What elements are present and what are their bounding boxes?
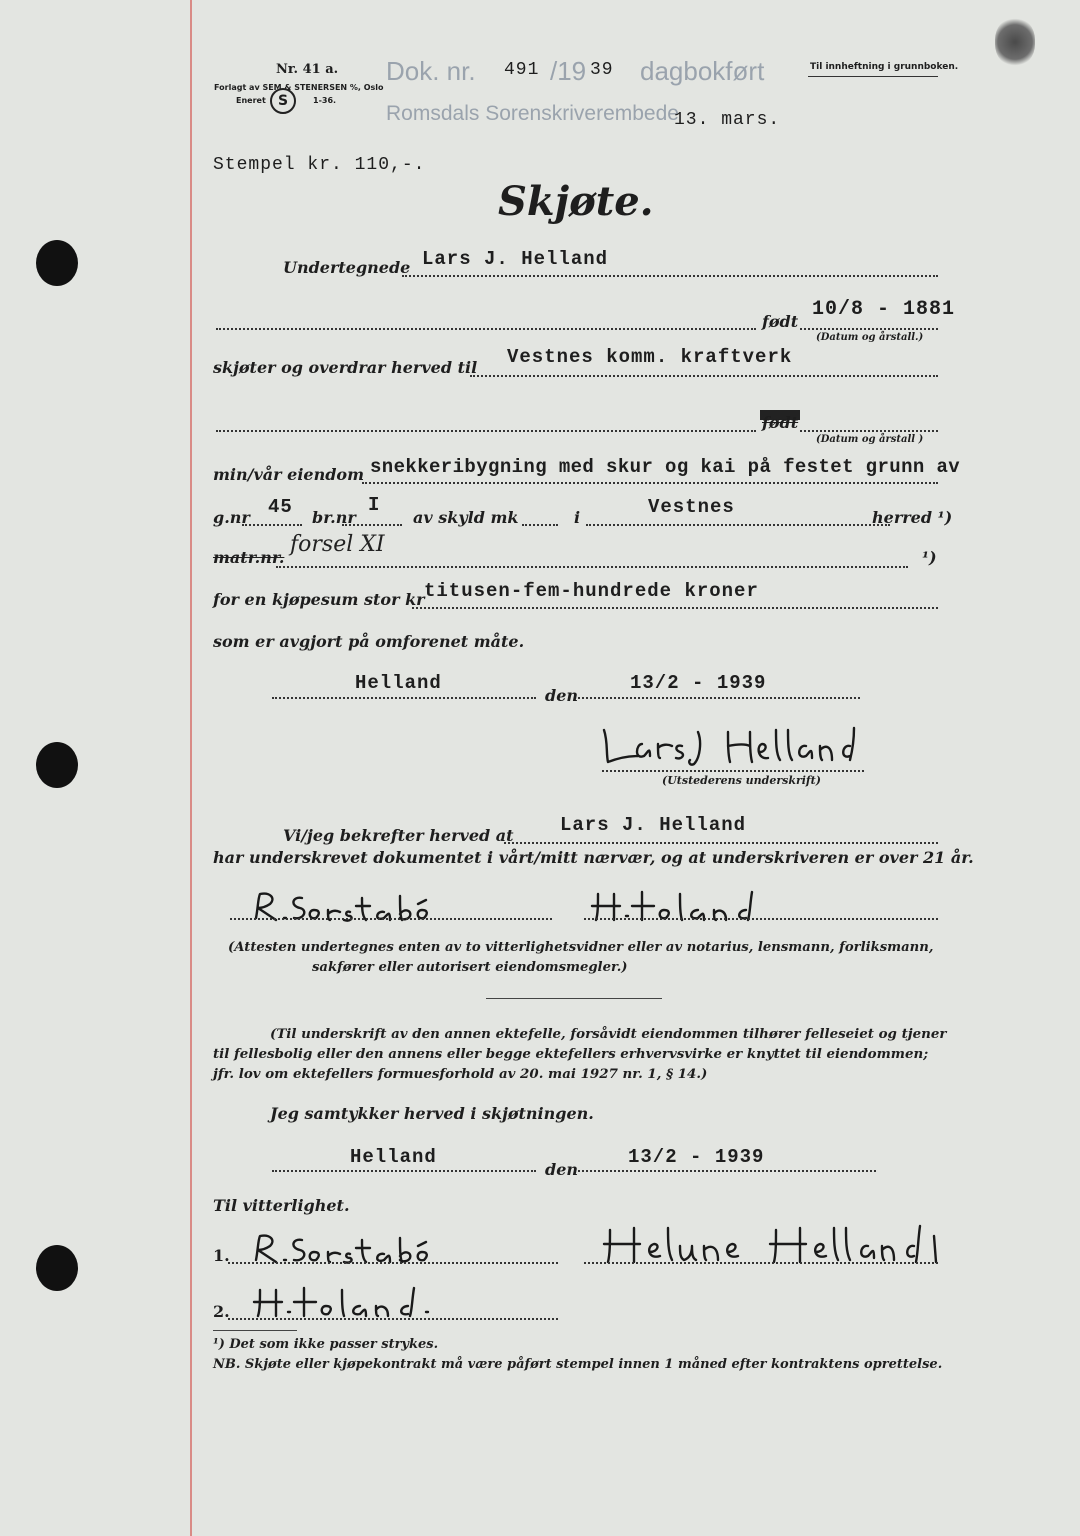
undertegnede-value: Lars J. Helland bbox=[422, 248, 609, 270]
margin-rule bbox=[190, 0, 192, 1536]
witness1-line bbox=[230, 918, 552, 920]
recipient-value: Vestnes komm. kraftverk bbox=[507, 346, 793, 368]
ink-smudge bbox=[995, 18, 1035, 66]
recipient-line bbox=[470, 375, 938, 377]
attest-note-line2: sakfører eller autorisert eiendomsmegler.) bbox=[312, 960, 628, 975]
skyld-label: av skyld mk bbox=[413, 508, 519, 527]
fodt2-line bbox=[800, 430, 938, 432]
brnr-value: I bbox=[368, 494, 381, 516]
date2-line bbox=[578, 1170, 876, 1172]
undertegnede-label: Undertegnede bbox=[283, 258, 411, 277]
matr-value: forsel XI bbox=[290, 532, 385, 557]
samtykker-text: Jeg samtykker herved i skjøtningen. bbox=[270, 1104, 594, 1123]
fodt2-label: født bbox=[762, 413, 799, 432]
place1-line bbox=[272, 697, 536, 699]
bekrefter-label: Vi/jeg bekrefter herved at bbox=[283, 826, 514, 845]
utsteder-note: (Utstederens underskrift) bbox=[662, 774, 821, 787]
footnote-divider bbox=[213, 1330, 297, 1331]
punch-hole bbox=[36, 1245, 78, 1291]
footnote-1: ¹) Det som ikke passer strykes. bbox=[213, 1337, 439, 1352]
spouse-note-line1: (Til underskrift av den annen ektefelle, forsåvidt eiendommen tilhører felleseiet og tjener bbox=[270, 1026, 947, 1042]
office-stamp: Romsdals Sorenskriverembede bbox=[386, 102, 679, 125]
kjopesum-line bbox=[412, 607, 938, 609]
eiendom-value: snekkeribygning med skur og kai på festet grunn av bbox=[370, 456, 961, 478]
attest-note-line1: (Attesten undertegnes enten av to vitterlighetsvidner eller av notarius, lensmann, forliksmann, bbox=[228, 940, 934, 955]
stempel-amount: Stempel kr. 110,-. bbox=[213, 155, 426, 175]
dagbokfort-label: dagbokført bbox=[640, 56, 765, 86]
dok-year: 39 bbox=[590, 60, 614, 80]
fodt-label: født bbox=[762, 312, 799, 331]
punch-hole bbox=[36, 742, 78, 788]
witness2-line bbox=[584, 918, 938, 920]
witness-a-line bbox=[228, 1262, 558, 1264]
dok-label: Dok. nr. bbox=[386, 56, 476, 86]
herred-value: Vestnes bbox=[648, 496, 735, 518]
witness-number-2: 2. bbox=[213, 1302, 230, 1321]
vitterlighet-label: Til vitterlighet. bbox=[213, 1196, 350, 1215]
datum-note2: (Datum og årstall ) bbox=[816, 434, 924, 445]
place2-line bbox=[272, 1170, 536, 1172]
blank-line bbox=[216, 328, 756, 330]
brnr-label: br.nr bbox=[312, 508, 356, 527]
punch-hole bbox=[36, 240, 78, 286]
publisher-logo-icon: S bbox=[270, 88, 296, 114]
header-note-underline bbox=[808, 76, 938, 77]
bekrefter-value: Lars J. Helland bbox=[560, 814, 747, 836]
dok-number: 491 bbox=[504, 60, 540, 80]
omforenet-text: som er avgjort på omforenet måte. bbox=[213, 632, 525, 651]
bekrefter-line bbox=[504, 842, 938, 844]
underskrevet-text: har underskrevet dokumentet i vårt/mitt nærvær, og at underskriveren er over 21 år. bbox=[213, 848, 974, 867]
i-label: i bbox=[574, 508, 581, 527]
spouse-line bbox=[584, 1262, 938, 1264]
undertegnede-line bbox=[402, 275, 938, 277]
witness-number-1: 1. bbox=[213, 1246, 230, 1265]
matr-line bbox=[276, 566, 908, 568]
skjoter-label: skjøter og overdrar herved til bbox=[213, 358, 478, 377]
header-note: Til innheftning i grunnboken. bbox=[810, 62, 959, 72]
section-divider bbox=[486, 998, 662, 999]
herred-label: herred ¹) bbox=[872, 508, 953, 527]
spouse-note-line2: til fellesbolig eller den annens eller begge ektefellers erhvervsvirke er knyttet til eiendommen; bbox=[213, 1046, 929, 1062]
kjopesum-label: for en kjøpesum stor kr bbox=[213, 590, 425, 609]
date1-value: 13/2 - 1939 bbox=[630, 672, 767, 694]
datum-note: (Datum og årstall.) bbox=[816, 332, 924, 343]
gnr-value: 45 bbox=[268, 496, 293, 518]
fodt-line bbox=[800, 328, 938, 330]
blank-line bbox=[216, 430, 756, 432]
eiendom-label: min/vår eiendom bbox=[213, 465, 365, 484]
eiendom-line bbox=[362, 482, 938, 484]
signature1-line bbox=[602, 770, 864, 772]
spouse-signature bbox=[600, 1222, 950, 1266]
place1-value: Helland bbox=[355, 672, 442, 694]
skyld-line bbox=[522, 524, 558, 526]
brnr-line bbox=[342, 524, 402, 526]
date2-value: 13/2 - 1939 bbox=[628, 1146, 765, 1168]
document-title: Skjøte. bbox=[498, 178, 654, 225]
den1-label: den bbox=[545, 686, 578, 705]
herred-line bbox=[586, 524, 890, 526]
place2-value: Helland bbox=[350, 1146, 437, 1168]
matr-note: ¹) bbox=[922, 548, 937, 567]
publisher-date: 1-36. bbox=[313, 96, 337, 105]
stamp-date: 13. mars. bbox=[674, 110, 781, 130]
dok-slash-year: /19 bbox=[550, 56, 587, 86]
matr-label: matr.nr. bbox=[213, 548, 285, 567]
spouse-note-line3: jfr. lov om ektefellers formuesforhold av 20. mai 1927 nr. 1, § 14.) bbox=[213, 1066, 708, 1082]
den2-label: den bbox=[545, 1160, 578, 1179]
issuer-signature bbox=[598, 722, 858, 772]
footnote-2: NB. Skjøte eller kjøpekontrakt må være påført stempel innen 1 måned efter kontraktens oprettelse. bbox=[213, 1357, 943, 1372]
witness-b-signature bbox=[250, 1284, 470, 1320]
gnr-label: g.nr bbox=[213, 508, 250, 527]
kjopesum-value: titusen-fem-hundrede kroner bbox=[424, 580, 759, 602]
gnr-line bbox=[242, 524, 302, 526]
form-number: Nr. 41 a. bbox=[276, 62, 339, 77]
date1-line bbox=[578, 697, 860, 699]
witness-a-signature bbox=[250, 1230, 510, 1266]
fodt-value: 10/8 - 1881 bbox=[812, 298, 956, 321]
publisher-eneret: Eneret bbox=[236, 96, 266, 105]
publisher-line: Forlagt av SEM & STENERSEN %, Oslo bbox=[214, 83, 384, 92]
witness-b-line bbox=[228, 1318, 558, 1320]
